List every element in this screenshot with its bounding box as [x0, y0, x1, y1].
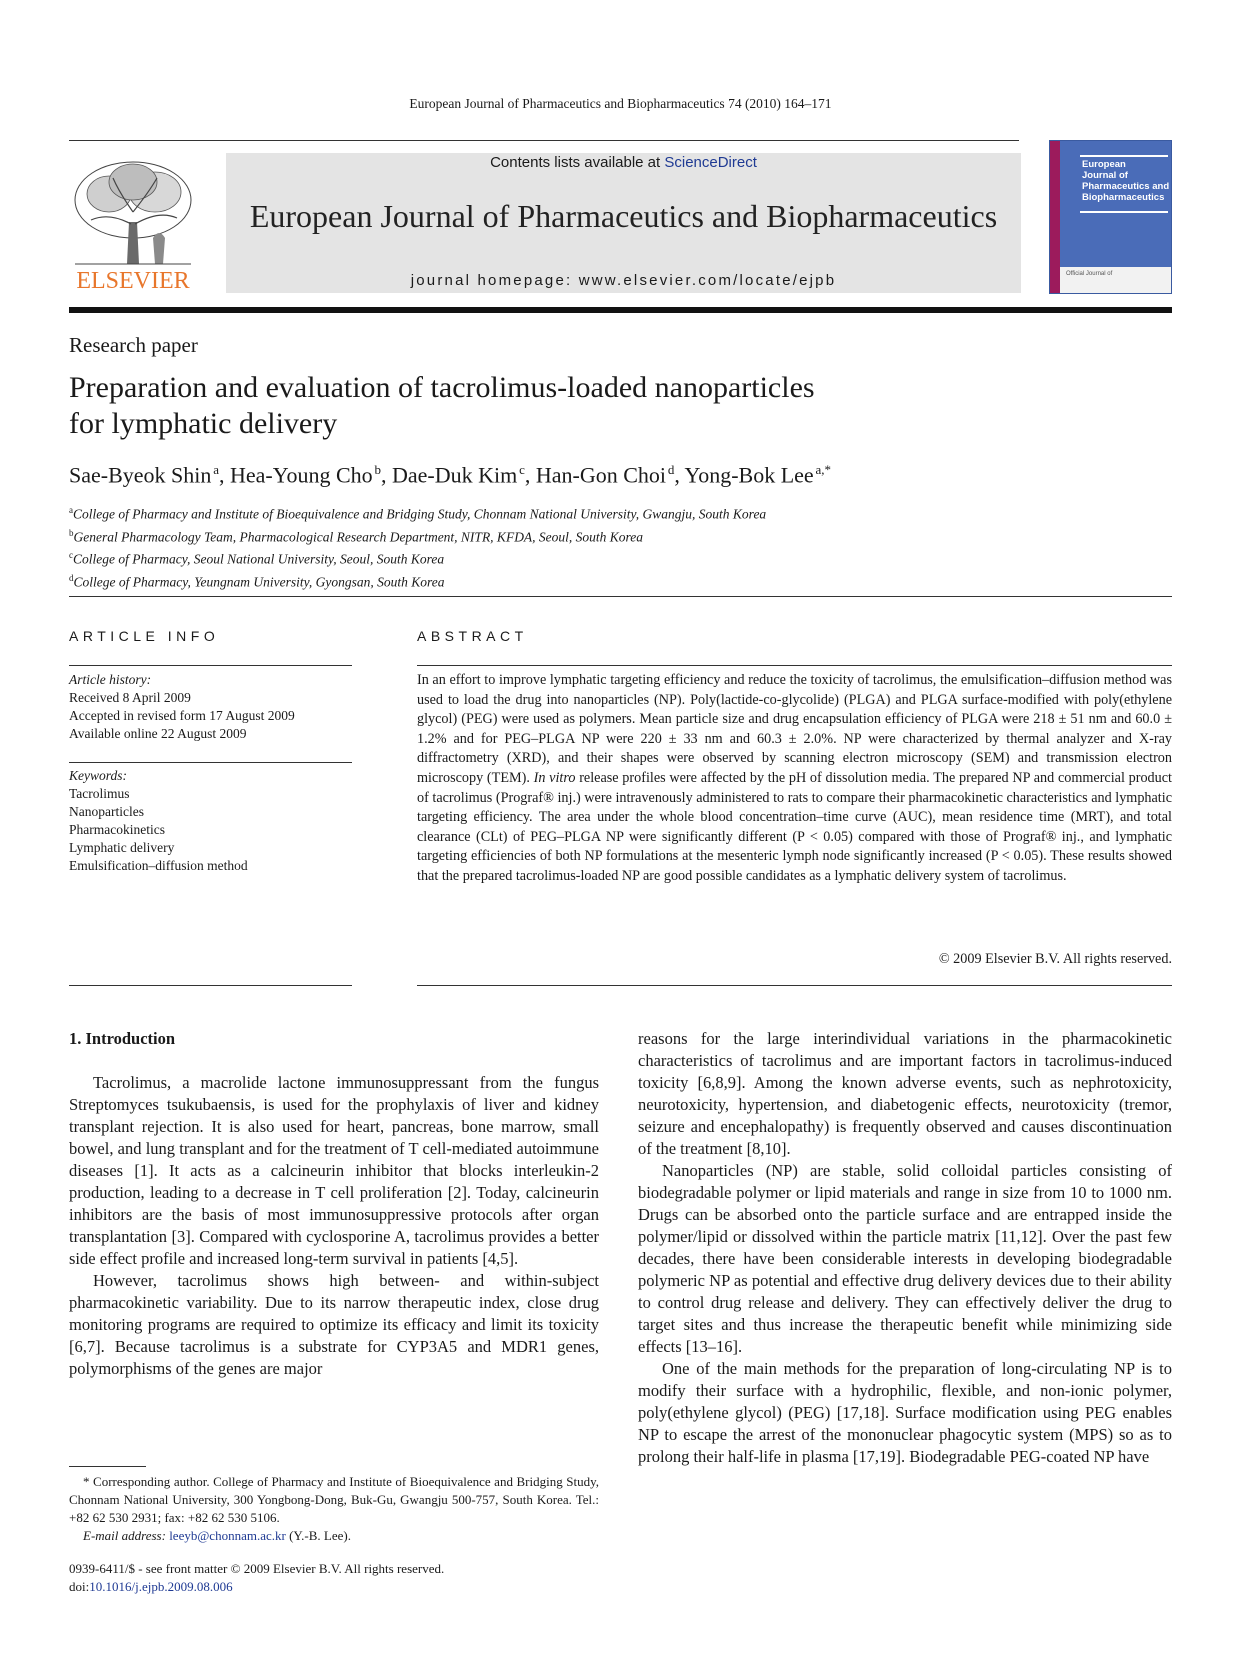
- email-label: E-mail address:: [83, 1528, 170, 1543]
- keyword[interactable]: Lymphatic delivery: [69, 840, 175, 855]
- body-column-left: [69, 1028, 599, 1380]
- email-line: [69, 1527, 599, 1545]
- author-name[interactable]: Yong-Bok Lee: [684, 462, 814, 488]
- keyword[interactable]: Emulsification–diffusion method: [69, 858, 248, 873]
- author-name[interactable]: Dae-Duk Kim: [391, 462, 518, 488]
- abstract-rule: [417, 665, 1172, 666]
- cover-title: [1082, 159, 1169, 203]
- author-list: Sae-Byeok Shin $^a$, Hea-Young Cho $^b$, Dae-Duk Kim $^c$, Han-Gon Choi $^d$, Yong-Bok Lee $^{a,*}$: [69, 462, 832, 488]
- affiliation: [69, 569, 766, 592]
- body-paragraph: However, tacrolimus shows high between- and within-subject pharmacokinetic variability. Due to its narrow therapeutic index, close drug monitoring programs are required to optimize its efficacy and limit its toxicity [6,7]. Because tacrolimus is a substrate for CYP3A5 and MDR1 genes, polymorphisms of the genes are major: [69, 1271, 599, 1378]
- cover-title-line: Pharmaceutics and: [1082, 181, 1170, 192]
- affiliation-text: College of Pharmacy, Yeungnam University, Gyongsan, South Korea: [73, 574, 445, 589]
- keywords-label: Keywords:: [69, 768, 127, 783]
- abstract-text: [417, 671, 1172, 887]
- author-name[interactable]: Han-Gon Choi: [535, 462, 666, 488]
- cover-stripe: [1050, 141, 1060, 293]
- title-line: Preparation and evaluation of tacrolimus-loaded nanoparticles: [69, 371, 815, 404]
- footnote-rule: [69, 1466, 146, 1467]
- history-label: Article history:: [69, 672, 152, 687]
- article-info-rule: [69, 665, 352, 666]
- body-paragraph: One of the main methods for the preparation of long-circulating NP is to modify their surface with a hydrophilic, flexible, and non-ionic polymer, poly(ethylene glycol) (PEG) [17,18]. Surface modification using PEG enables NP to escape the arrest of the mononuclear phagocytic system (MPS) so as to prolong their half-life in plasma [17,19]. Biodegradable PEG-coated NP have: [638, 1359, 1172, 1466]
- cover-footer: [1060, 267, 1171, 293]
- keyword[interactable]: Pharmacokinetics: [69, 822, 165, 837]
- author-name[interactable]: Hea-Young Cho: [230, 462, 373, 488]
- author-affiliation-mark: d: [667, 462, 675, 477]
- affiliation-mark: d: [69, 572, 74, 583]
- affiliation-text: College of Pharmacy, Seoul National University, Seoul, South Korea: [73, 551, 445, 567]
- email-link[interactable]: leeyb@chonnam.ac.kr: [169, 1528, 286, 1543]
- affiliation-list: [69, 501, 766, 591]
- elsevier-tree-icon: [69, 152, 197, 294]
- article-info-bottom-rule: [69, 985, 352, 986]
- cover-footer-text: Official Journal of: [1066, 271, 1113, 277]
- affiliation-text: College of Pharmacy and Institute of Bioequivalence and Bridging Study, Chonnam National University, Gwangju, South Korea: [73, 506, 767, 522]
- abstract-bottom-rule: [417, 985, 1172, 986]
- body-paragraph: Tacrolimus, a macrolide lactone immunosuppressant from the fungus Streptomyces tsukubaensis, is used for the prophylaxis of liver and kidney transplant rejection. It is also used for heart, pancreas, bone marrow, small bowel, and lung transplant and for the treatment of T cell-mediated autoimmune diseases [1]. It acts as a calcineurin inhibitor that blocks interleukin-2 production, leading to a decrease in T cell proliferation [2]. Today, calcineurin inhibitors are the basis of most immunosuppressive protocols after organ transplantation [3]. Compared with cyclosporine A, tacrolimus provides a better side effect profile and increased long-term survival in patients [4,5].: [69, 1073, 599, 1268]
- keywords-rule: [69, 762, 352, 763]
- doi-line: [69, 1578, 444, 1596]
- affiliation-mark: b: [69, 527, 74, 538]
- keywords-block: [69, 767, 352, 875]
- banner-bottom-rule: [69, 307, 1172, 313]
- affiliation-mark: a: [69, 505, 73, 515]
- elsevier-wordmark: ELSEVIER: [76, 268, 190, 294]
- cover-rule: [1080, 155, 1168, 157]
- cover-title-line: Biopharmaceutics: [1082, 192, 1165, 203]
- article-history: [69, 671, 352, 743]
- abstract-text-part: release profiles were affected by the pH of dissolution media. The prepared NP and commercial product of tacrolimus (Prograf® inj.) were intravenously administered to rats to compare their pharmacokinetic characteristics and lymphatic targeting efficiency. The area under the whole blood concentration–time curve (AUC), mean residence time (MRT), and total clearance (CLt) of PEG–PLGA NP were significantly different (P < 0.05) compared with those of Prograf® inj., and lymphatic targeting efficiencies of both NP formulations at the mesenteric lymph node significantly increased (P < 0.05). These results showed that the prepared tacrolimus-loaded NP are good possible candidates as a lymphatic delivery system of tacrolimus.: [417, 769, 1172, 884]
- abstract-italic: In vitro: [533, 769, 576, 786]
- author-affiliation-mark: b: [374, 462, 381, 477]
- affiliation-text: General Pharmacology Team, Pharmacological Research Department, NITR, KFDA, Seoul, South Korea: [73, 529, 644, 544]
- body-paragraph: reasons for the large interindividual variations in the pharmacokinetic characteristics of tacrolimus and are important factors in tacrolimus-induced toxicity [6,8,9]. Among the known adverse events, such as nephrotoxicity, neurotoxicity, hypertension, and diabetogenic effects, neurotoxicity (tremor, seizure and encephalopathy) is frequently observed and causes discontinuation of the treatment [8,10].: [638, 1029, 1172, 1158]
- banner-top-rule: [69, 140, 1019, 141]
- keyword[interactable]: Tacrolimus: [69, 786, 130, 801]
- corresponding-author-footnote: [69, 1473, 599, 1545]
- issn-line: 0939-6411/$ - see front matter © 2009 Elsevier B.V. All rights reserved.: [69, 1561, 445, 1576]
- elsevier-logo[interactable]: [69, 152, 197, 294]
- front-matter-rule: [69, 596, 1172, 597]
- running-head: European Journal of Pharmaceutics and Biopharmaceutics 74 (2010) 164–171: [409, 96, 832, 111]
- article-info-heading: ARTICLE INFO: [69, 628, 220, 644]
- cover-title-line: European: [1082, 159, 1126, 170]
- footnote-text: * Corresponding author. College of Pharmacy and Institute of Bioequivalence and Bridging Study, Chonnam National University, 300 Yongbong-Dong, Buk-Gu, Gwangju 500-757, South Korea. Tel.: +82 62 530 2931; fax: +82 62 530 5106.: [69, 1474, 599, 1525]
- abstract-copyright: © 2009 Elsevier B.V. All rights reserved.: [938, 951, 1172, 967]
- journal-homepage-link[interactable]: journal homepage: www.elsevier.com/locate/ejpb: [410, 272, 837, 289]
- history-entry: Available online 22 August 2009: [69, 726, 247, 741]
- article-title: [69, 370, 969, 442]
- history-entry: Received 8 April 2009: [69, 690, 191, 705]
- abstract-heading: ABSTRACT: [417, 628, 528, 644]
- contents-line: [226, 154, 1021, 171]
- journal-title: European Journal of Pharmaceutics and Biopharmaceutics: [249, 198, 998, 234]
- author-affiliation-mark: a: [213, 462, 220, 477]
- cover-rule: [1080, 211, 1168, 213]
- affiliation: [69, 524, 766, 547]
- author-affiliation-mark: c: [519, 462, 525, 477]
- journal-cover-thumbnail[interactable]: [1049, 140, 1172, 294]
- affiliation: [69, 501, 766, 524]
- author-affiliation-mark: a,*: [815, 462, 832, 477]
- cover-title-line: Journal of: [1082, 170, 1128, 181]
- abstract-text-part: In an effort to improve lymphatic targeting efficiency and reduce the toxicity of tacrolimus, the emulsification–diffusion method was used to load the drug into nanoparticles (NP). Poly(lactide-co-glycolide) (PLGA) and PLGA surface-modified with poly(ethylene glycol) (PEG) were used as polymers. Mean particle size and drug encapsulation efficiency of PLGA were 218 ± 51 nm and 60.0 ± 1.2% and for PEG–PLGA NP were 220 ± 33 nm and 60.3 ± 2.0%. NP were characterized by thermal analyzer and X-ray diffractometry (XRD), and their shapes were observed by scanning electron microscopy (SEM) and transmission electron microscopy (TEM).: [417, 672, 1172, 786]
- contents-prefix: Contents lists available at: [490, 154, 665, 171]
- affiliation-mark: c: [69, 550, 73, 560]
- history-entry: Accepted in revised form 17 August 2009: [69, 708, 295, 723]
- keyword[interactable]: Nanoparticles: [69, 804, 144, 819]
- section-heading: 1. Introduction: [69, 1029, 176, 1048]
- footer-meta: [69, 1560, 444, 1596]
- author-name[interactable]: Sae-Byeok Shin: [69, 462, 212, 488]
- article-type: Research paper: [69, 333, 198, 357]
- affiliation: [69, 546, 766, 569]
- title-line: for lymphatic delivery: [69, 407, 338, 440]
- body-paragraph: Nanoparticles (NP) are stable, solid colloidal particles consisting of biodegradable polymer or lipid materials and range in size from 10 to 1000 nm. Drugs can be absorbed onto the particle surface and are entrapped inside the polymer/lipid or dissolved within the particle matrix [11,12]. Over the past few decades, there have been considerable interests in developing biodegradable polymeric NP as potential and effective drug delivery devices due to their ability to control drug release and delivery. They can effectively deliver the drug to target sites and thus increase the therapeutic benefit while minimizing side effects [13–16].: [638, 1161, 1172, 1356]
- email-suffix: (Y.-B. Lee).: [285, 1528, 351, 1543]
- body-column-right: [638, 1028, 1172, 1468]
- doi-link[interactable]: 10.1016/j.ejpb.2009.08.006: [89, 1579, 233, 1594]
- doi-prefix: doi:: [69, 1579, 90, 1594]
- sciencedirect-link[interactable]: ScienceDirect: [664, 154, 757, 171]
